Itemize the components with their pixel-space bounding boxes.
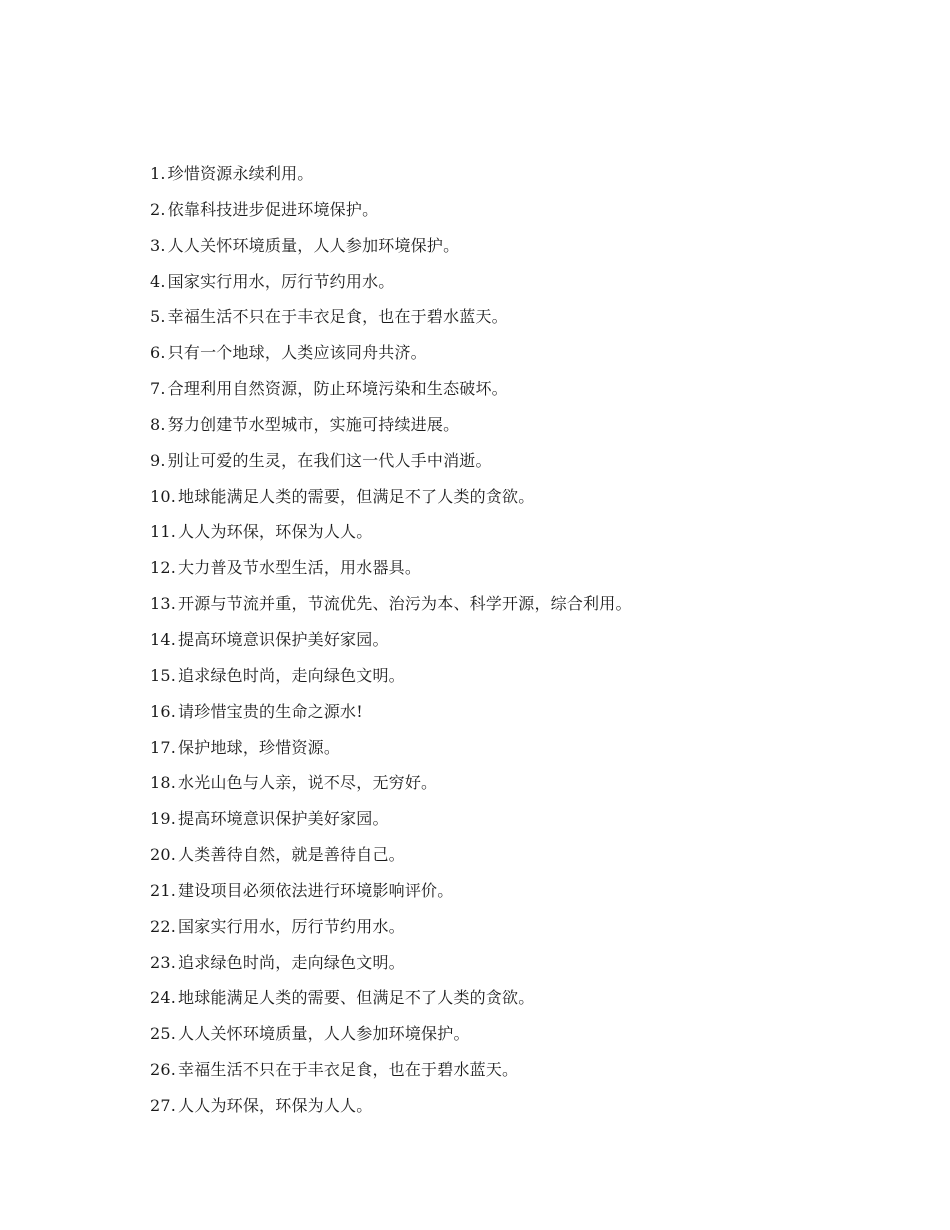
item-text: 人人关怀环境质量，人人参加环境保护。: [167, 235, 460, 255]
item-text: 开源与节流并重，节流优先、治污为本、科学开源，综合利用。: [178, 594, 632, 614]
list-item: [150, 622, 850, 658]
list-item: [150, 443, 850, 479]
list-item: [150, 837, 850, 873]
item-number: 4.: [150, 271, 166, 291]
list-item: [150, 192, 850, 228]
item-text: 努力创建节水型城市，实施可持续进展。: [167, 414, 460, 434]
item-text: 保护地球，珍惜资源。: [178, 737, 341, 757]
item-text: 请珍惜宝贵的生命之源水!: [178, 701, 363, 721]
item-text: 追求绿色时尚，走向绿色文明。: [178, 665, 405, 685]
item-text: 大力普及节水型生活，用水器具。: [178, 558, 422, 578]
item-number: 27.: [150, 1095, 177, 1115]
item-number: 8.: [150, 414, 166, 434]
item-number: 10.: [150, 486, 177, 506]
item-number: 3.: [150, 235, 166, 255]
list-item: [150, 299, 850, 335]
list-item: [150, 228, 850, 264]
list-item: [150, 730, 850, 766]
item-text: 依靠科技进步促进环境保护。: [167, 199, 379, 219]
item-number: 22.: [150, 916, 177, 936]
item-text: 国家实行用水，厉行节约用水。: [167, 271, 395, 291]
list-item: [150, 1088, 850, 1124]
item-text: 幸福生活不只在于丰衣足食，也在于碧水蓝天。: [178, 1060, 519, 1080]
item-text: 地球能满足人类的需要、但满足不了人类的贪欲。: [178, 988, 535, 1008]
item-number: 20.: [150, 845, 177, 865]
item-text: 地球能满足人类的需要，但满足不了人类的贪欲。: [178, 486, 535, 506]
item-number: 19.: [150, 809, 177, 829]
item-number: 7.: [150, 379, 166, 399]
item-text: 追求绿色时尚，走向绿色文明。: [178, 952, 405, 972]
item-number: 2.: [150, 199, 166, 219]
item-number: 12.: [150, 558, 177, 578]
item-text: 人人关怀环境质量，人人参加环境保护。: [178, 1024, 470, 1044]
list-item: [150, 873, 850, 909]
list-item: [150, 1016, 850, 1052]
item-number: 17.: [150, 737, 177, 757]
slogan-list: [150, 156, 850, 1124]
list-item: [150, 694, 850, 730]
list-item: [150, 264, 850, 300]
item-number: 18.: [150, 773, 177, 793]
list-item: [150, 1052, 850, 1088]
item-number: 1.: [150, 164, 166, 183]
item-text: 人人为环保，环保为人人。: [178, 522, 373, 542]
item-number: 26.: [150, 1060, 177, 1080]
item-text: 提高环境意识保护美好家园。: [178, 629, 389, 649]
list-item: [150, 550, 850, 586]
list-item: [150, 658, 850, 694]
item-number: 6.: [150, 343, 166, 363]
item-text: 别让可爱的生灵，在我们这一代人手中消逝。: [167, 450, 492, 470]
item-number: 24.: [150, 988, 177, 1008]
list-item: [150, 801, 850, 837]
item-text: 合理利用自然资源，防止环境污染和生态破坏。: [167, 379, 508, 399]
item-number: 5.: [150, 307, 166, 327]
item-number: 21.: [150, 880, 177, 900]
list-item: [150, 980, 850, 1016]
item-text: 提高环境意识保护美好家园。: [178, 809, 389, 829]
item-text: 国家实行用水，厉行节约用水。: [178, 916, 405, 936]
item-text: 水光山色与人亲，说不尽，无穷好。: [178, 773, 438, 793]
list-item: [150, 765, 850, 801]
list-item: [150, 335, 850, 371]
item-number: 14.: [150, 629, 177, 649]
list-item: [150, 514, 850, 550]
item-number: 15.: [150, 665, 177, 685]
item-number: 9.: [150, 450, 166, 470]
list-item: [150, 156, 850, 192]
item-text: 人人为环保，环保为人人。: [178, 1095, 373, 1115]
item-text: 人类善待自然，就是善待自己。: [178, 845, 405, 865]
list-item: [150, 586, 850, 622]
item-number: 11.: [150, 522, 177, 542]
list-item: [150, 371, 850, 407]
item-text: 建设项目必须依法进行环境影响评价。: [178, 880, 454, 900]
list-item: [150, 479, 850, 515]
item-number: 25.: [150, 1024, 177, 1044]
item-number: 16.: [150, 701, 177, 721]
item-number: 23.: [150, 952, 177, 972]
list-item: [150, 909, 850, 945]
item-text: 幸福生活不只在于丰衣足食，也在于碧水蓝天。: [167, 307, 508, 327]
item-text: 珍惜资源永续利用。: [167, 164, 314, 183]
list-item: [150, 407, 850, 443]
item-number: 13.: [150, 594, 177, 614]
item-text: 只有一个地球，人类应该同舟共济。: [167, 343, 427, 363]
list-item: [150, 945, 850, 981]
